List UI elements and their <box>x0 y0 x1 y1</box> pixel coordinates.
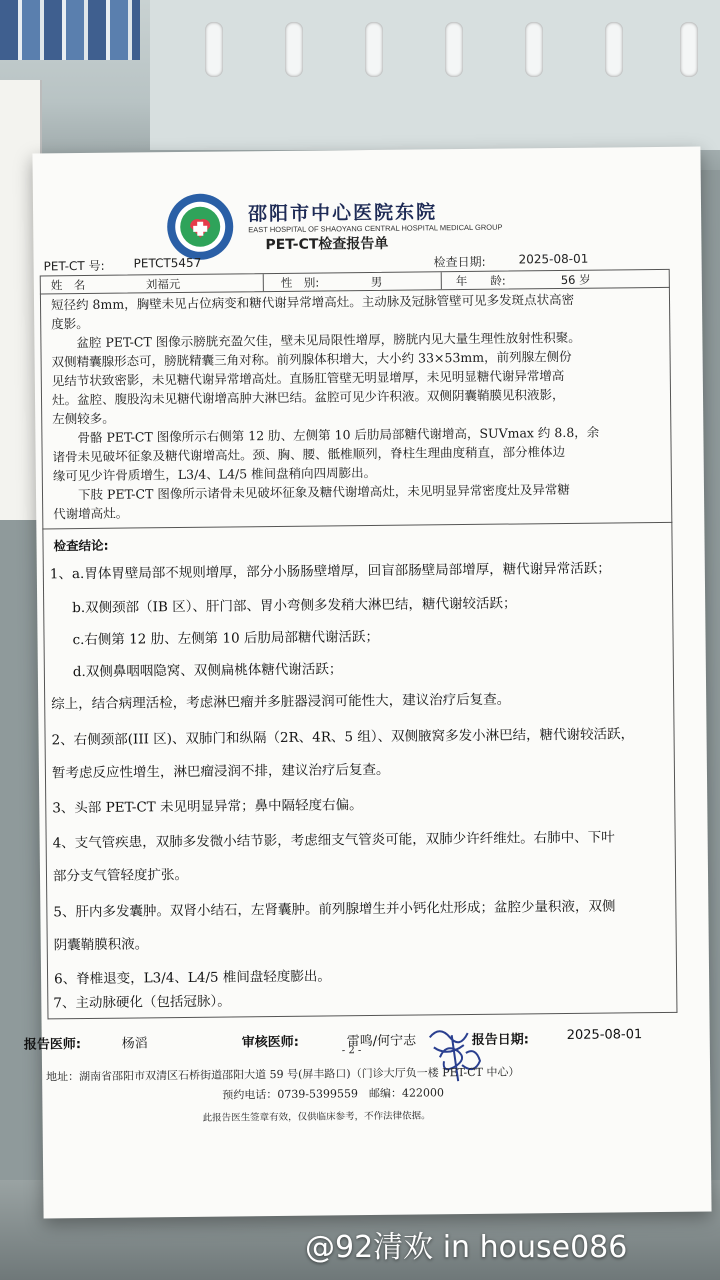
background-cabinet <box>150 0 720 150</box>
findings-section <box>40 287 672 530</box>
cabinet-slot <box>365 22 383 77</box>
report-paper <box>23 147 711 1219</box>
conclusion-line: b.双侧颈部（IB 区）、肝门部、胃小弯侧多发稍大淋巴结，糖代谢较活跃； <box>72 595 517 617</box>
conclusion-line: 2、右侧颈部(III 区)、双肺门和纵隔（2R、4R、5 组）、双侧腋窝多发小淋巴结，糖代谢较活跃， <box>51 726 635 749</box>
conclusions-heading: 检查结论: <box>53 537 109 554</box>
conclusion-line: 6、脊椎退变，L3/4、L4/5 椎间盘轻度膨出。 <box>54 968 331 988</box>
petct-number-label: PET-CT 号: <box>43 258 105 274</box>
disclaimer: 此报告医生签章有效，仅供临床参考，不作法律依据。 <box>202 1110 431 1124</box>
findings-line: 见结节状致密影，未见糖代谢异常增高灶。直肠肛管壁无明显增厚，未见明显糖代谢异常增高 <box>51 367 565 389</box>
cabinet-slot <box>605 22 623 77</box>
cabinet-slot <box>285 22 303 77</box>
patient-name: 刘福元 <box>145 276 181 292</box>
conclusion-line: 部分支气管轻度扩张。 <box>52 866 189 885</box>
hospital-logo-icon <box>165 191 236 262</box>
cabinet-slot <box>680 22 698 77</box>
phone: 预约电话：0739-5399559 邮编：422000 <box>222 1086 445 1102</box>
findings-line: 度影。 <box>51 315 89 332</box>
findings-line: 代谢增高灶。 <box>53 505 129 522</box>
patient-age: 56 岁 <box>560 272 591 288</box>
findings-line: 诸骨未见破坏征象及糖代谢增高灶。颈、胸、腰、骶椎顺列，脊柱生理曲度稍直，部分椎体边 <box>52 443 566 465</box>
conclusions-section <box>42 522 677 1020</box>
conclusion-line: 暂考虑反应性增生，淋巴瘤浸润不排，建议治疗后复查。 <box>51 761 390 782</box>
conclusion-line: 7、主动脉硬化（包括冠脉）。 <box>53 993 231 1012</box>
hospital-name: 邵阳市中心医院东院 <box>247 201 438 226</box>
report-doctor: 杨滔 <box>121 1036 148 1052</box>
cabinet-slot <box>445 22 463 77</box>
conclusion-line: 阴囊鞘膜积液。 <box>53 936 149 954</box>
report-date: 2025-08-01 <box>566 1027 643 1043</box>
conclusion-line: 5、肝内多发囊肿。双肾小结石，左肾囊肿。前列腺增生并小钙化灶形成；盆腔少量积液，双侧 <box>53 898 616 921</box>
conclusion-line: c.右侧第 12 肋、左侧第 10 后肋局部糖代谢活跃； <box>72 628 379 649</box>
findings-line: 骨骼 PET-CT 图像所示右侧第 12 肋、左侧第 10 后肋局部糖代谢增高，SUVmax 约 8.8，余 <box>52 424 600 446</box>
conclusion-line: 3、头部 PET-CT 未见明显异常；鼻中隔轻度右偏。 <box>52 797 363 817</box>
findings-line: 下肢 PET-CT 图像所示诸骨未见破坏征象及糖代谢增高灶，未见明显异常密度灶及异常糖 <box>52 481 570 503</box>
reviewer: 雷鸣/何宁志 <box>346 1033 417 1050</box>
name-label: 姓 名 <box>50 277 86 293</box>
findings-line: 双侧精囊腺形态可，膀胱精囊三角对称。前列腺体积增大，大小约 33×53mm，前列腺左侧份 <box>51 348 572 370</box>
conclusion-line: d.双侧鼻咽咽隐窝、双侧扁桃体糖代谢活跃； <box>72 661 343 681</box>
cell-divider <box>441 272 442 289</box>
findings-line: 缘可见少许骨质增生，L3/4、L4/5 椎间盘稍向四周膨出。 <box>52 464 377 484</box>
age-label: 年 龄: <box>455 273 506 289</box>
conclusion-line: 4、支气管疾患，双肺多发微小结节影，考虑细支气管炎可能，双肺少许纤维灶。右肺中、下叶 <box>52 829 615 852</box>
conclusion-line: 1、a.胃体胃壁局部不规则增厚，部分小肠肠壁增厚，回盲部肠壁局部增厚，糖代谢异常活跃； <box>49 560 611 583</box>
exam-date-label: 检查日期: <box>433 254 486 270</box>
report-date-label: 报告日期: <box>471 1032 530 1048</box>
address: 地址：湖南省邵阳市双清区石桥街道邵阳大道 59 号(屏丰路口)（门诊大厅负一楼 PET-CT 中心） <box>46 1065 520 1084</box>
findings-line: 灶。盆腔、腹股沟未见糖代谢增高肿大淋巴结。盆腔可见少许积液。双侧阴囊鞘膜见积液影， <box>51 386 565 408</box>
findings-line: 短径约 8mm，胸壁未见占位病变和糖代谢异常增高灶。主动脉及冠脉管壁可见多发斑点状高密 <box>50 291 575 313</box>
cabinet-slot <box>205 22 223 77</box>
exam-date: 2025-08-01 <box>518 251 589 267</box>
petct-number: PETCT5457 <box>133 255 202 271</box>
page-number: - 2 - <box>341 1045 362 1057</box>
report-doctor-label: 报告医师: <box>23 1037 82 1053</box>
patient-sex: 男 <box>370 274 383 289</box>
reviewer-label: 审核医师: <box>241 1034 300 1051</box>
conclusion-line: 综上，结合病理活检，考虑淋巴瘤并多脏器浸润可能性大，建议治疗后复查。 <box>51 691 511 713</box>
watermark: @92清欢 in house086 <box>305 1230 628 1265</box>
report-title: PET-CT检查报告单 <box>265 235 389 254</box>
cabinet-slot <box>525 22 543 77</box>
sex-label: 性 别: <box>280 275 320 290</box>
findings-line: 左侧较多。 <box>52 410 115 427</box>
cell-divider <box>263 274 264 291</box>
background-binders <box>0 0 140 60</box>
findings-line: 盆腔 PET-CT 图像示膀胱充盈欠佳，壁未见局限性增厚，膀胱内见大量生理性放射性积聚。 <box>51 329 581 351</box>
hospital-name-en: EAST HOSPITAL OF SHAOYANG CENTRAL HOSPITAL MEDICAL GROUP <box>248 222 503 235</box>
